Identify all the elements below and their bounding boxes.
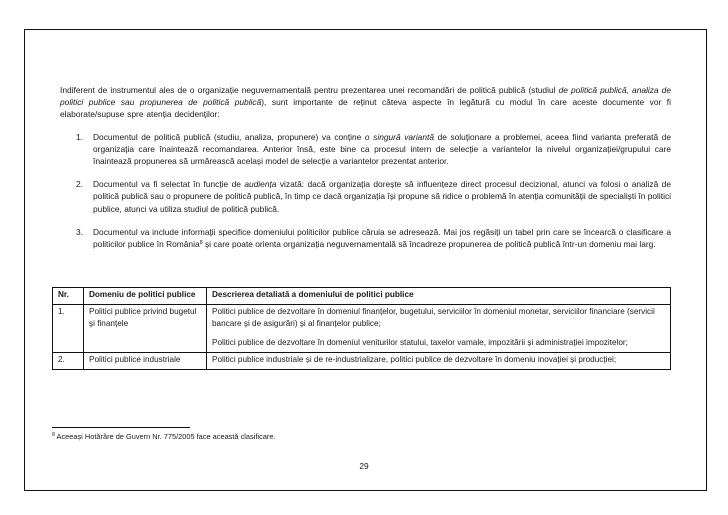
cell-description: [207, 352, 671, 369]
list-item-text: Documentul va include informații specifice domeniului politicilor publice căruia se adresează. Mai jos regăsiți un tabel prin care se încearcă o clasificare a politicilor publice în România: [93, 226, 671, 250]
policy-domains-table: [52, 287, 671, 370]
table-header-row: [53, 288, 671, 305]
cell-domain: Politici publice industriale: [84, 352, 207, 369]
intro-text-start: Indiferent de instrumentul ales de o organizație neguvernamentală pentru prezentarea unei recomandări de politică publică (studiul: [60, 85, 559, 95]
list-item-text: Documentul de politică publică (studiu, analiza, propunere) va conține: [93, 131, 365, 142]
table-row: [53, 305, 671, 353]
cell-nr: 2.: [53, 352, 84, 369]
list-item: [60, 226, 671, 250]
column-header-description: Descrierea detaliată a domeniului de politici publice: [207, 288, 671, 305]
list-item: [60, 131, 671, 168]
document-body: [60, 84, 671, 252]
cell-description: [207, 305, 671, 353]
cell-nr: 1.: [53, 305, 84, 353]
intro-text-italic: de politică publică, analiza de politici publice sau propunerea de politică publică: [60, 85, 671, 108]
list-item-text: Documentul va fi selectat în funcție de: [93, 179, 245, 190]
list-item-number: 1.: [76, 131, 83, 142]
footnote-separator: [52, 427, 190, 428]
description-paragraph: Politici publice industriale și de re-industrializare, politici publice de dezvoltare în domeniu inovației și producției;: [212, 354, 617, 364]
list-item-number: 3.: [76, 226, 83, 237]
list-item-text: și care poate orienta organizația neguvernamentală să încadreze propunerea de politică publică într-un domeniu mai larg.: [202, 239, 656, 250]
list-item-italic: audiența: [244, 179, 277, 190]
list-item-text: vizată: dacă organizația dorește să influențeze direct procesul decizional, atunci va folosi o analiză de politică publică sau o propunere de politică publică, în timp ce dacă organizația își propune să ridice o problemă în atenția comunității de specialiști în politici publice, atunci va utiliza studiul de politică publică.: [93, 179, 671, 214]
footnote: [52, 431, 276, 442]
list-item: [60, 178, 671, 215]
intro-text-end: ), sunt importante de reținut câteva aspecte în legătură cu modul în care aceste documente vor fi elaborate/supuse spre atenția decidenților:: [60, 97, 671, 120]
page-number: 29: [359, 461, 369, 471]
description-paragraph: Politici publice de dezvoltare în domeniul veniturilor statului, taxelor vamale, impozitării și administrației impozitelor;: [212, 337, 628, 347]
list-item-italic: o singură variantă: [364, 131, 434, 142]
footnote-text: Aceeași Hotărâre de Guvern Nr. 775/2005 face această clasificare.: [54, 432, 276, 441]
list-item-number: 2.: [76, 179, 83, 190]
column-header-nr: Nr.: [53, 288, 84, 305]
list-item-text: de soluționare a problemei, aceea fiind varianta preferată de organizația care înaintează recomandarea. Anterior însă, este bine ca procesul intern de selecție a variantelor la nivelul organizației/grupului care înaintează propunerea să urmărească același model de selecție a variantelor prezentat anterior.: [93, 131, 672, 167]
cell-domain: Politici publice privind bugetul și finanțele: [84, 305, 207, 353]
description-paragraph: Politici publice de dezvoltare în domeniul finanțelor, bugetului, serviciilor în domeniul monetar, serviciilor financiare (servicii bancare și de asigurări) și al finanțelor publice;: [212, 307, 655, 329]
table-row: [53, 352, 671, 369]
column-header-domain: Domeniu de politici publice: [84, 288, 207, 305]
footnote-marker: 8: [52, 432, 55, 438]
footnote-reference[interactable]: 8: [199, 240, 203, 247]
intro-paragraph: [60, 84, 671, 121]
recommendation-list: [60, 131, 671, 251]
